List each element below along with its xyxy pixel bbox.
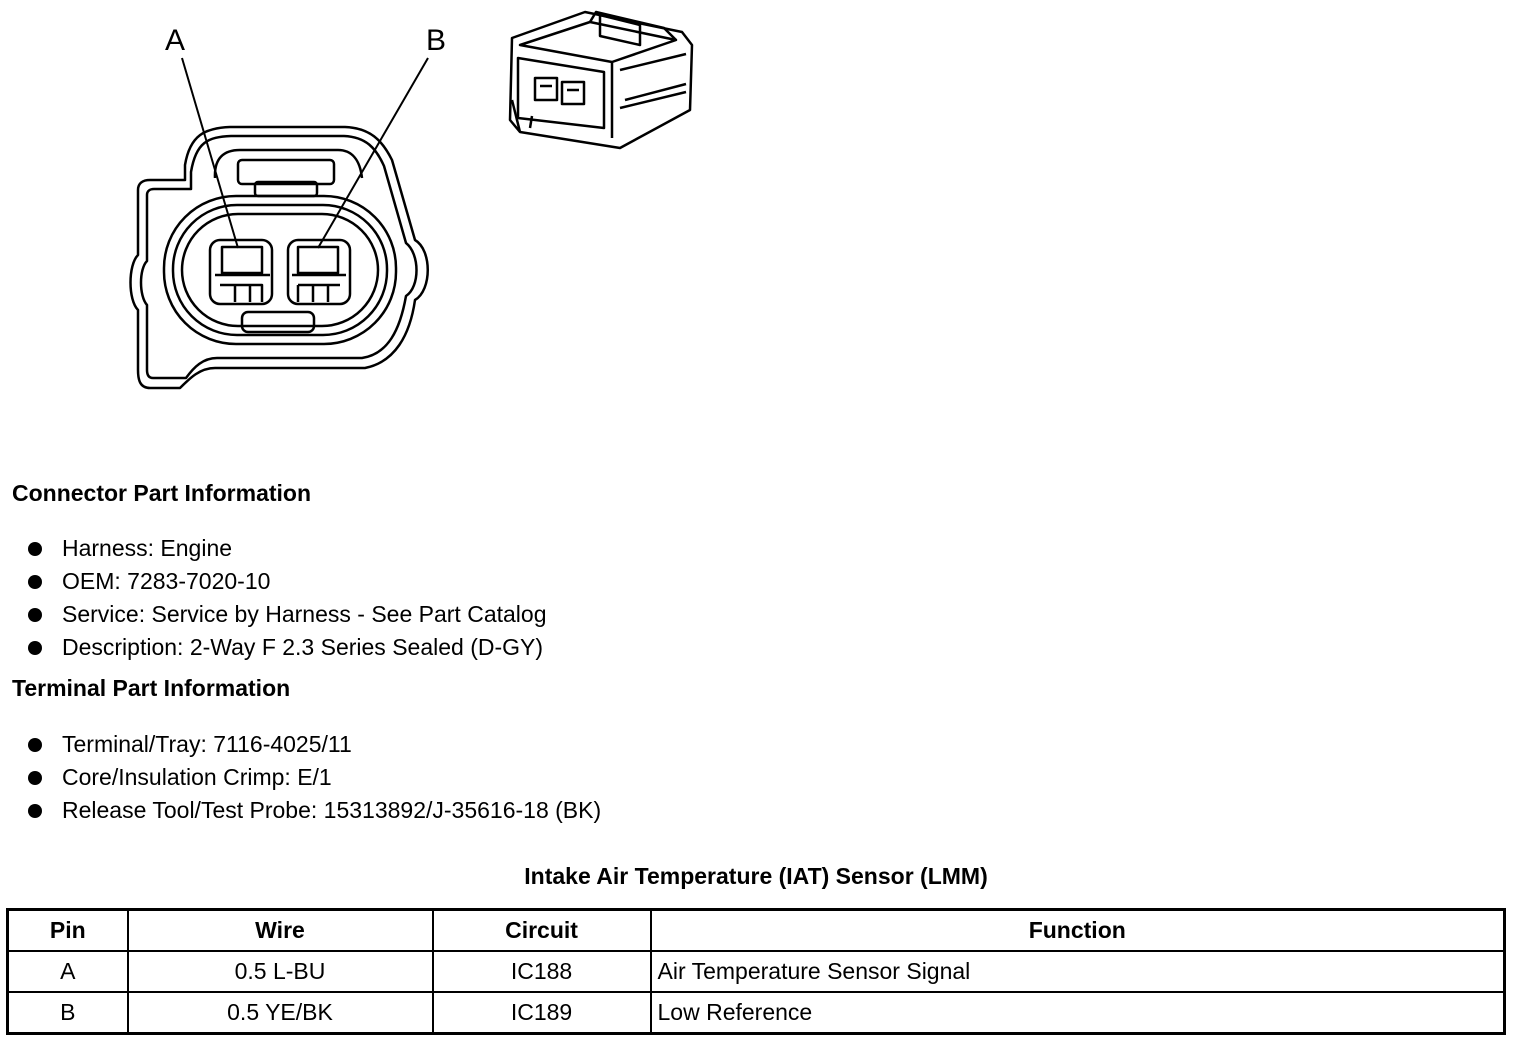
bullet-icon [28, 771, 42, 785]
bullet-icon [28, 608, 42, 622]
connector-info-heading: Connector Part Information [12, 480, 312, 506]
list-item: Terminal/Tray: 7116-4025/11 [28, 728, 601, 761]
terminal-info-heading: Terminal Part Information [12, 675, 291, 701]
cell-wire: 0.5 YE/BK [128, 992, 433, 1034]
list-item: OEM: 7283-7020-10 [28, 565, 546, 598]
terminal-info-list [28, 728, 601, 827]
connector-iso-view [510, 12, 692, 148]
list-item: Release Tool/Test Probe: 15313892/J-35616-18 (BK) [28, 794, 601, 827]
table-row [8, 992, 1505, 1034]
bullet-icon [28, 542, 42, 556]
bullet-icon [28, 738, 42, 752]
header-function: Function [651, 910, 1505, 952]
header-pin: Pin [8, 910, 128, 952]
pin-a-label: A [164, 24, 186, 57]
key-slot [242, 312, 314, 332]
leader-b [318, 58, 428, 248]
cell-function: Low Reference [651, 992, 1505, 1034]
cell-circuit: IC188 [433, 951, 651, 992]
cell-circuit: IC189 [433, 992, 651, 1034]
list-item: Harness: Engine [28, 532, 546, 565]
cell-wire: 0.5 L-BU [128, 951, 433, 992]
bullet-icon [28, 641, 42, 655]
header-wire: Wire [128, 910, 433, 952]
pin-table-title: Intake Air Temperature (IAT) Sensor (LMM) [524, 863, 988, 889]
list-item: Description: 2-Way F 2.3 Series Sealed (D-GY) [28, 631, 546, 664]
pin-b-label: B [425, 24, 447, 57]
list-item: Service: Service by Harness - See Part Catalog [28, 598, 546, 631]
leader-a [182, 58, 238, 248]
table-header-row [8, 910, 1505, 952]
pin-table [6, 908, 1506, 1035]
cell-pin: B [8, 992, 128, 1034]
list-item: Core/Insulation Crimp: E/1 [28, 761, 601, 794]
connector-info-list [28, 532, 546, 664]
cell-pin: A [8, 951, 128, 992]
connector-diagram [0, 0, 760, 400]
bullet-icon [28, 575, 42, 589]
table-row [8, 951, 1505, 992]
bullet-icon [28, 804, 42, 818]
header-circuit: Circuit [433, 910, 651, 952]
cell-function: Air Temperature Sensor Signal [651, 951, 1505, 992]
